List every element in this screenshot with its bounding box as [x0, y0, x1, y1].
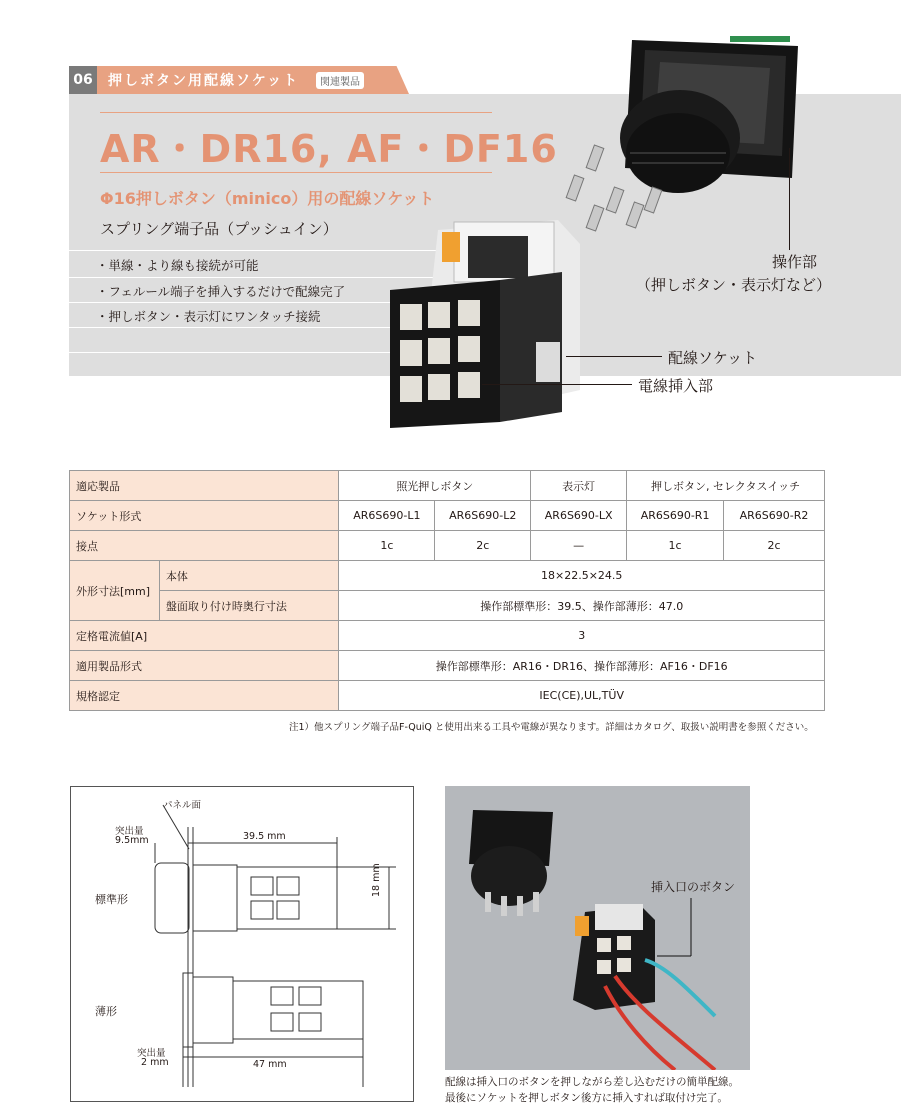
row-label: 適応製品 — [70, 471, 339, 501]
installation-photo — [445, 786, 750, 1070]
row-label: 外形寸法[mm] — [70, 561, 160, 621]
operator-label: 操作部 — [772, 253, 818, 271]
table-cell: AR6S690-L2 — [435, 501, 531, 531]
table-cell: 2c — [435, 531, 531, 561]
table-row — [70, 471, 825, 501]
row-label: 規格認定 — [70, 681, 339, 711]
spec-table — [69, 470, 825, 711]
table-cell: 18×22.5×24.5 — [339, 561, 825, 591]
table-cell: AR6S690-R1 — [627, 501, 724, 531]
row-label: 定格電流値[A] — [70, 621, 339, 651]
table-cell: 1c — [339, 531, 435, 561]
subtitle: Φ16押しボタン（minico）用の配線ソケット — [100, 189, 435, 208]
protrude-label-thin: 突出量 — [137, 1048, 166, 1059]
protrude-label-std: 突出量 — [115, 826, 144, 837]
table-row — [70, 651, 825, 681]
photo-caption-1: 配線は挿入口のボタンを押しながら差し込むだけの簡単配線。 — [445, 1076, 739, 1088]
section-title: 押しボタン用配線ソケット — [108, 73, 300, 89]
panel-label: パネル面 — [163, 800, 202, 811]
height-value: 18 mm — [371, 863, 382, 897]
row-sublabel: 盤面取り付け時奥行寸法 — [159, 591, 339, 621]
row-label: 適用製品形式 — [70, 651, 339, 681]
table-cell: — — [531, 531, 627, 561]
photo-illustration — [445, 786, 750, 1070]
leader-operator-v — [789, 148, 790, 250]
table-cell: AR6S690-LX — [531, 501, 627, 531]
wire-insert-label: 電線挿入部 — [638, 377, 714, 395]
table-cell: 押しボタン, セレクタスイッチ — [627, 471, 825, 501]
section-number: 06 — [69, 66, 97, 94]
table-row — [70, 501, 825, 531]
row-label: 接点 — [70, 531, 339, 561]
subline: スプリング端子品（プッシュイン） — [100, 220, 338, 238]
table-cell: 2c — [724, 531, 825, 561]
protrude-value-thin: 2 mm — [141, 1057, 169, 1068]
title-rule-top — [100, 112, 492, 113]
dimension-drawing — [70, 786, 414, 1102]
operator-sublabel: （押しボタン・表示灯など） — [636, 276, 832, 294]
main-title: AR・DR16, AF・DF16 — [100, 127, 558, 171]
table-cell: 照光押しボタン — [339, 471, 531, 501]
table-row — [70, 681, 825, 711]
row-label: ソケット形式 — [70, 501, 339, 531]
wiring-socket-image — [380, 212, 590, 442]
bullet-3: ・押しボタン・表示灯にワンタッチ接続 — [96, 309, 321, 324]
table-cell: IEC(CE),UL,TÜV — [339, 681, 825, 711]
photo-callout: 挿入口のボタン — [651, 880, 736, 894]
thin-type-label: 薄形 — [95, 1005, 117, 1018]
table-cell: 操作部標準形：AR16・DR16、操作部薄形：AF16・DF16 — [339, 651, 825, 681]
table-row — [70, 561, 825, 591]
table-cell: AR6S690-R2 — [724, 501, 825, 531]
related-badge: 関連製品 — [316, 72, 364, 89]
table-note: 注1）他スプリング端子品F-QuiQ と使用出来る工具や電線が異なります。詳細はカタログ、取扱い説明書を参照ください。 — [289, 722, 814, 733]
table-row — [70, 621, 825, 651]
photo-caption-2: 最後にソケットを押しボタン後方に挿入すれば取付け完了。 — [445, 1092, 728, 1104]
socket-label: 配線ソケット — [668, 349, 758, 367]
bullet-1: ・単線・より線も接続が可能 — [96, 258, 259, 273]
table-cell: 1c — [627, 531, 724, 561]
protrude-value-std: 9.5mm — [115, 835, 149, 846]
table-cell: AR6S690-L1 — [339, 501, 435, 531]
table-cell: 表示灯 — [531, 471, 627, 501]
row-sublabel: 本体 — [159, 561, 339, 591]
standard-type-label: 標準形 — [95, 893, 128, 906]
title-rule-bottom — [100, 172, 492, 173]
leader-socket — [566, 356, 662, 357]
table-row — [70, 531, 825, 561]
leader-wire-insert — [482, 384, 632, 385]
table-cell: 操作部標準形：39.5、操作部薄形：47.0 — [339, 591, 825, 621]
bullet-2: ・フェルール端子を挿入するだけで配線完了 — [96, 284, 346, 299]
depth-value-std: 39.5 mm — [243, 831, 286, 842]
table-cell: 3 — [339, 621, 825, 651]
depth-value-thin: 47 mm — [253, 1059, 287, 1070]
table-row — [70, 591, 825, 621]
